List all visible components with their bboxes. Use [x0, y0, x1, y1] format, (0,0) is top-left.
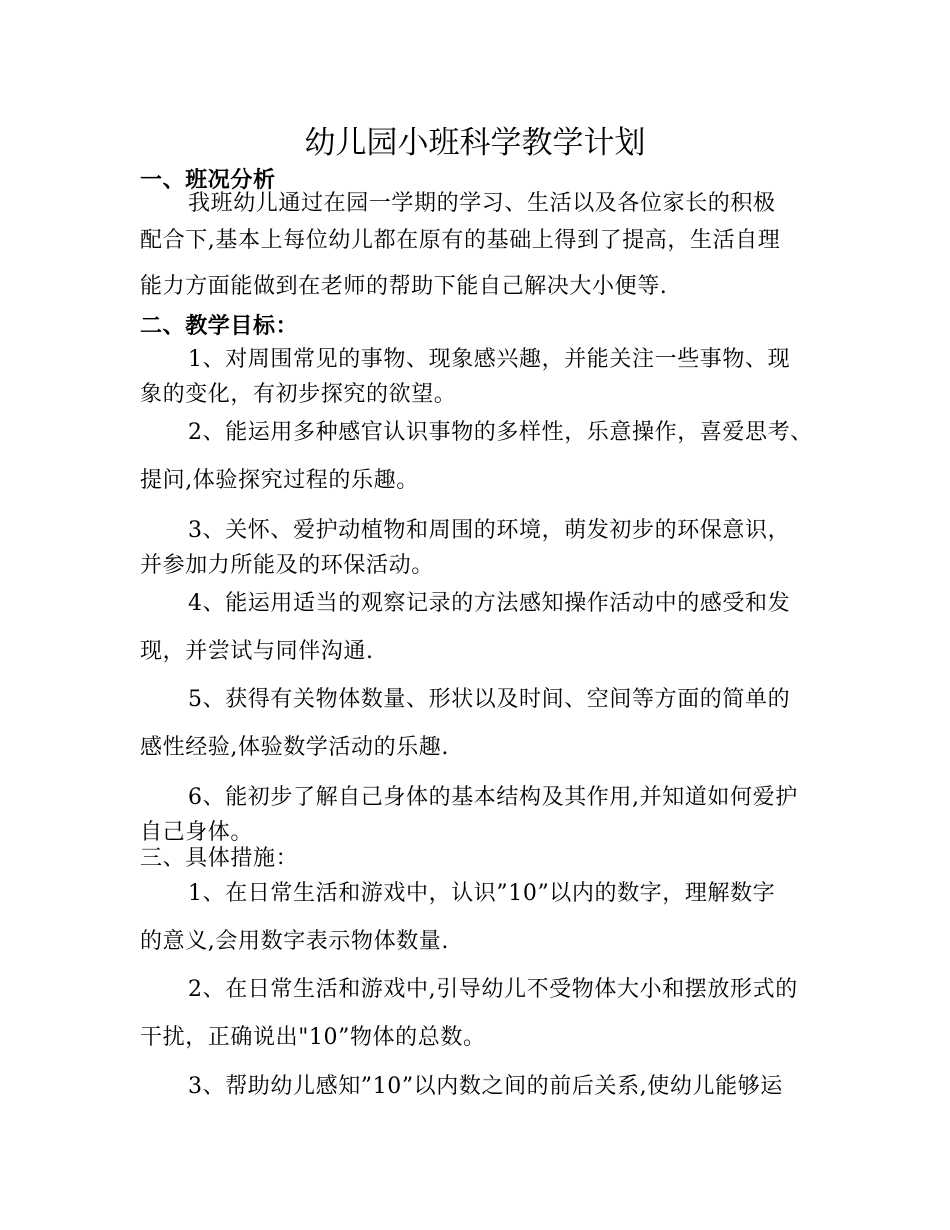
- goal-line: 3、关怀、爱护动植物和周围的环境，萌发初步的环保意识，: [188, 518, 791, 543]
- measure-line: 干扰，正确说出"10”物体的总数。: [140, 1025, 486, 1050]
- goal-line: 提问,体验探究过程的乐趣。: [140, 468, 419, 493]
- measure-line: 的意义,会用数字表示物体数量.: [140, 929, 449, 954]
- measure-line: 1、在日常生活和游戏中，认识”10”以内的数字，理解数字: [188, 881, 776, 906]
- section-heading-teaching-goals: 二、教学目标：: [140, 313, 299, 339]
- measure-line: 3、帮助幼儿感知”10”以内数之间的前后关系,使幼儿能够运: [188, 1074, 783, 1099]
- goal-line: 1、对周围常见的事物、现象感兴趣，并能关注一些事物、现: [188, 347, 791, 372]
- section-heading-class-analysis: 一、班况分析: [140, 167, 276, 193]
- goal-line: 6、能初步了解自己身体的基本结构及其作用,并知道如何爱护: [188, 785, 798, 810]
- goal-line: 感性经验,体验数学活动的乐趣.: [140, 735, 449, 760]
- goal-line: 2、能运用多种感官认识事物的多样性，乐意操作，喜爱思考、: [188, 420, 813, 445]
- goal-line: 自己身体。: [140, 820, 254, 845]
- paragraph-line: 我班幼儿通过在园一学期的学习、生活以及各位家长的积极: [188, 191, 776, 216]
- measure-line: 2、在日常生活和游戏中,引导幼儿不受物体大小和摆放形式的: [188, 977, 798, 1002]
- document-title: 幼儿园小班科学教学计划: [304, 125, 646, 161]
- paragraph-line: 能力方面能做到在老师的帮助下能自己解决大小便等.: [140, 274, 668, 299]
- goal-line: 4、能运用适当的观察记录的方法感知操作活动中的感受和发: [188, 591, 791, 616]
- goal-line: 现，并尝试与同伴沟通.: [140, 639, 374, 664]
- goal-line: 5、获得有关物体数量、形状以及时间、空间等方面的简单的: [188, 687, 791, 712]
- goal-line: 象的变化，有初步探究的欲望。: [140, 382, 457, 407]
- section-heading-specific-measures: 三、具体措施：: [140, 846, 299, 871]
- paragraph-line: 配合下,基本上每位幼儿都在原有的基础上得到了提高，生活自理: [140, 228, 781, 253]
- goal-line: 并参加力所能及的环保活动。: [140, 553, 434, 578]
